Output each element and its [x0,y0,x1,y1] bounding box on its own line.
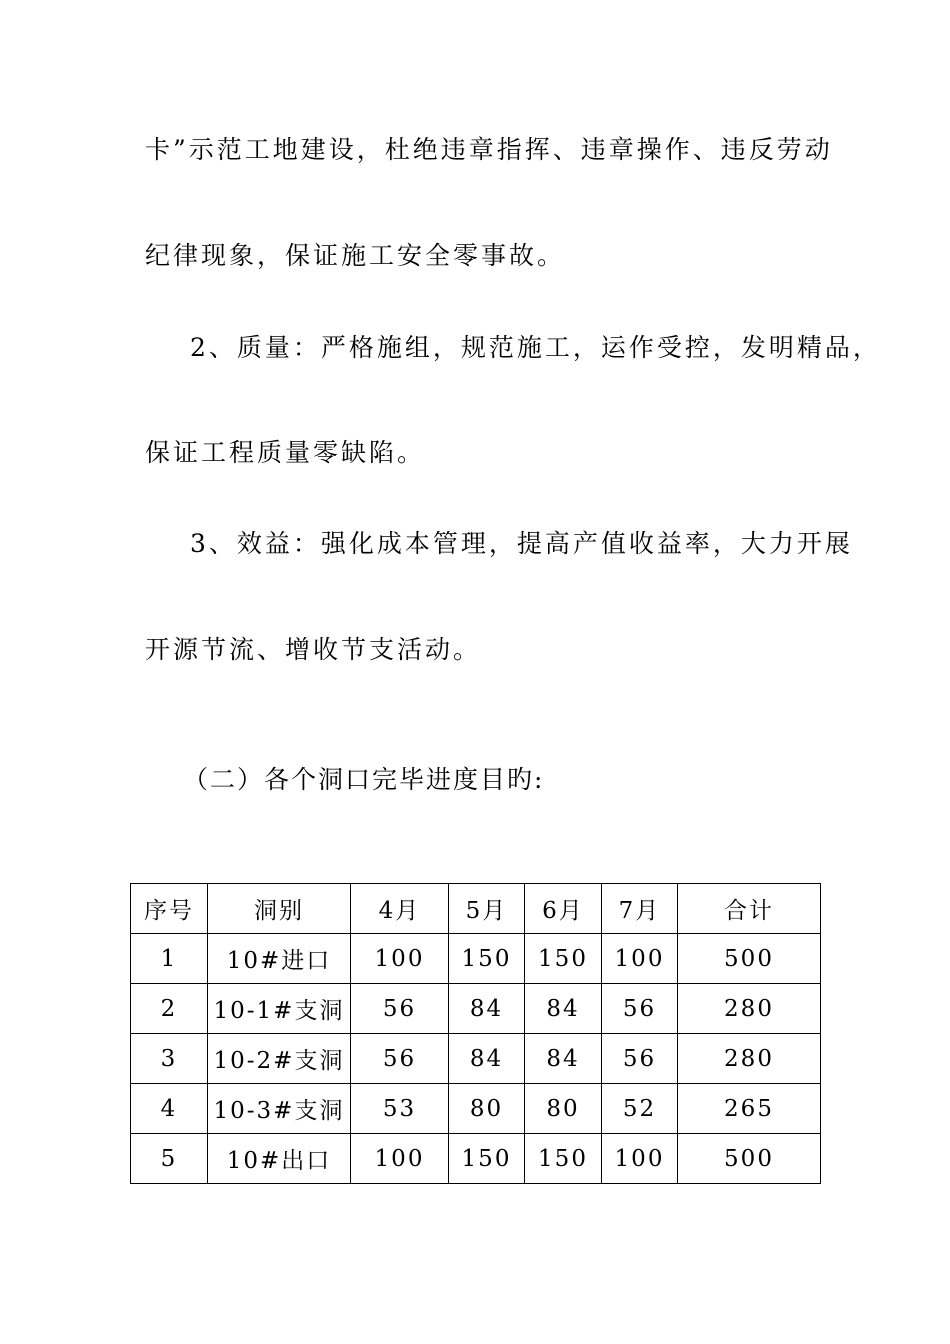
table-cell: 10-3#支洞 [208,1084,351,1134]
table-row [131,1084,821,1134]
table-cell: 100 [602,934,678,984]
table-cell: 280 [678,1034,821,1084]
table-cell: 100 [602,1134,678,1184]
table-body [131,934,821,1184]
paragraph-benefit: 3、效益：强化成本管理，提高产值收益率，大力开展 [190,529,853,558]
table-cell: 500 [678,934,821,984]
header-row [131,884,821,934]
table-cell: 52 [602,1084,678,1134]
table-cell: 10#出口 [208,1134,351,1184]
table-cell: 150 [525,1134,602,1184]
table-cell: 10-2#支洞 [208,1034,351,1084]
table-cell: 80 [449,1084,525,1134]
header-cell-may: 5月 [449,884,525,934]
header-cell-tunnel: 洞别 [208,884,351,934]
header-cell-april: 4月 [351,884,449,934]
table-cell: 10-1#支洞 [208,984,351,1034]
header-cell-june: 6月 [525,884,602,934]
paragraph-line-1: 卡”示范工地建设，杜绝违章指挥、违章操作、违反劳动 [145,135,833,164]
table-cell: 84 [449,984,525,1034]
table-cell: 10#进口 [208,934,351,984]
table-cell: 56 [351,984,449,1034]
table-cell: 56 [351,1034,449,1084]
table-cell: 80 [525,1084,602,1134]
table-cell: 150 [525,934,602,984]
table-header [131,884,821,934]
table-cell: 265 [678,1084,821,1134]
table-cell: 500 [678,1134,821,1184]
table-cell: 280 [678,984,821,1034]
table-cell: 56 [602,984,678,1034]
table-row [131,1034,821,1084]
table-cell: 84 [525,1034,602,1084]
table-cell: 150 [449,1134,525,1184]
header-cell-july: 7月 [602,884,678,934]
section-heading: （二）各个洞口完毕进度目旳: [183,765,545,794]
paragraph-quality: 2、质量：严格施组，规范施工，运作受控，发明精品， [190,333,881,362]
paragraph-line-2: 纪律现象，保证施工安全零事故。 [145,241,566,270]
table-cell: 1 [131,934,208,984]
table-cell: 84 [449,1034,525,1084]
table-cell: 84 [525,984,602,1034]
table-cell: 150 [449,934,525,984]
table-cell: 4 [131,1084,208,1134]
table-row [131,934,821,984]
table-cell: 100 [351,934,449,984]
paragraph-line-6: 开源节流、增收节支活动。 [145,635,482,664]
table-cell: 53 [351,1084,449,1134]
table-cell: 100 [351,1134,449,1184]
table-cell: 56 [602,1034,678,1084]
table-cell: 5 [131,1134,208,1184]
table-row [131,984,821,1034]
table-row [131,1134,821,1184]
header-cell-index: 序号 [131,884,208,934]
table-cell: 3 [131,1034,208,1084]
paragraph-line-4: 保证工程质量零缺陷。 [145,438,426,467]
progress-table [130,883,821,1184]
table-cell: 2 [131,984,208,1034]
header-cell-total: 合计 [678,884,821,934]
